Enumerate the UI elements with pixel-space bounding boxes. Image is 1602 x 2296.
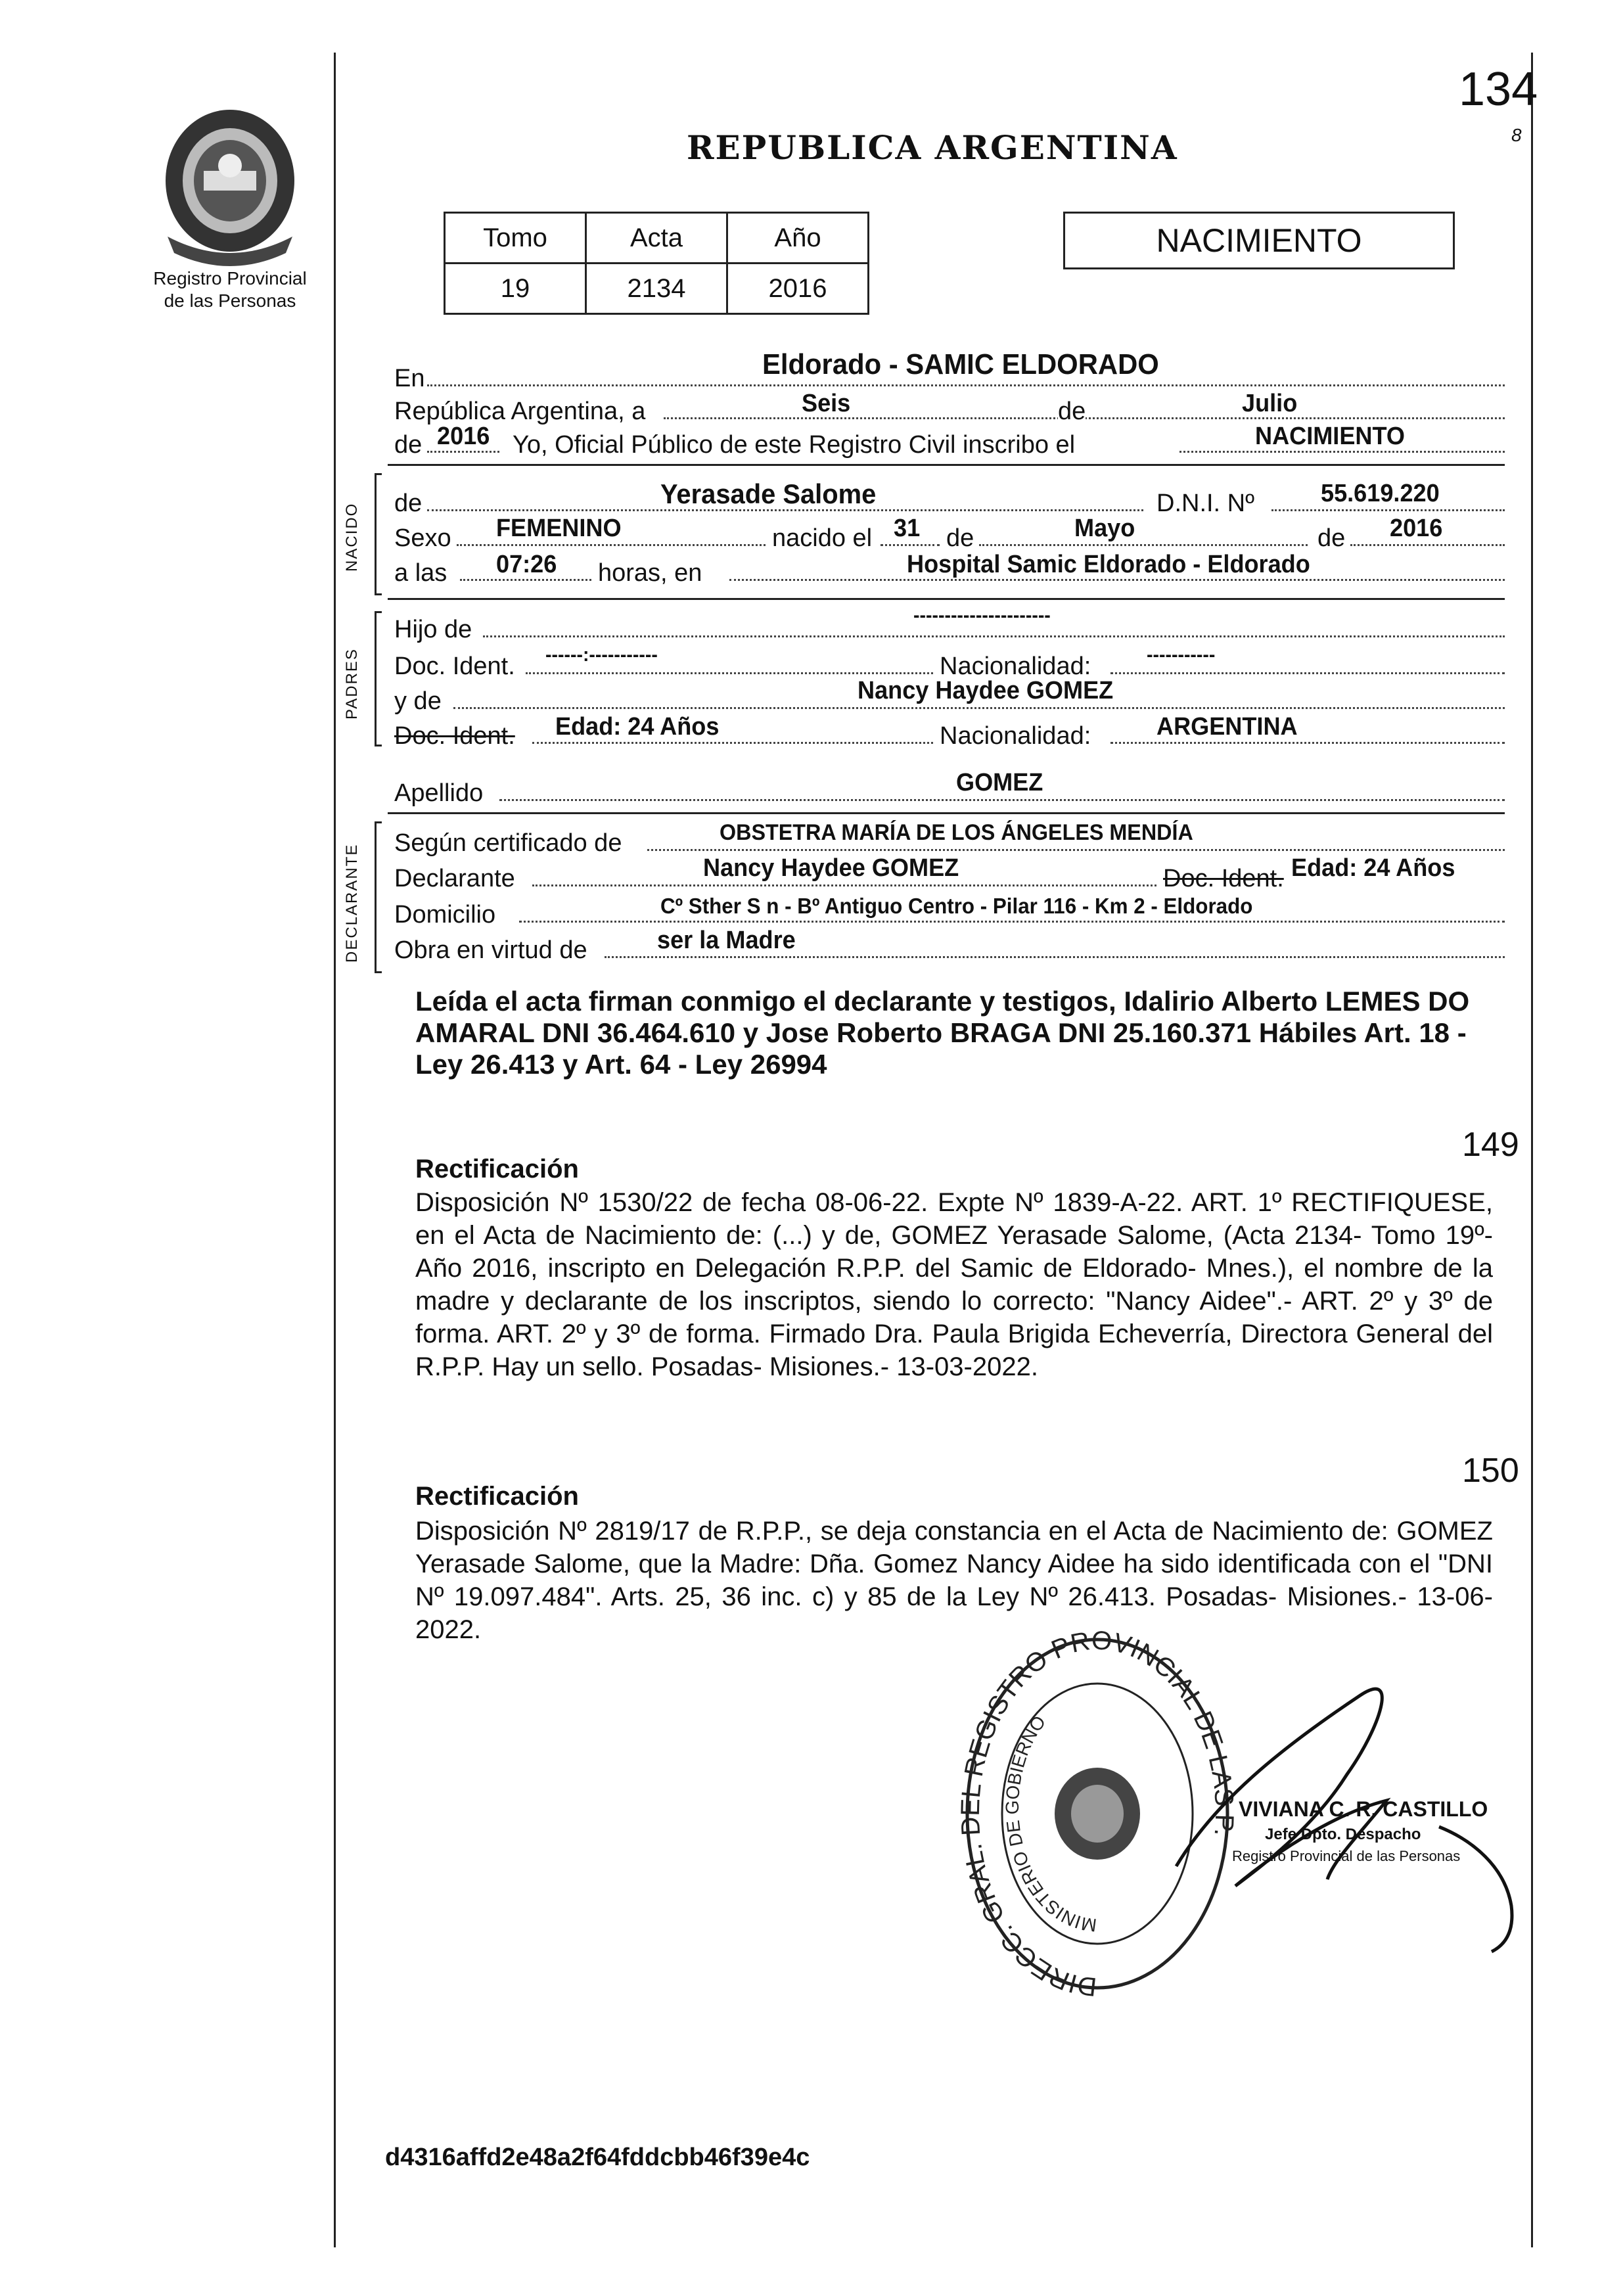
value-madre-nac: ARGENTINA bbox=[1156, 713, 1298, 741]
value-declarante-edad: Edad: 24 Años bbox=[1291, 854, 1455, 882]
signature-org: Registro Provincial de las Personas bbox=[1232, 1848, 1461, 1864]
right-margin-line bbox=[1531, 53, 1533, 2247]
record-value-anio: 2016 bbox=[727, 264, 869, 314]
country-title: REPUBLICA ARGENTINA bbox=[687, 128, 1178, 167]
logo-caption-line2: de las Personas bbox=[164, 290, 296, 311]
value-dia: Seis bbox=[802, 390, 851, 417]
label-hijo-de: Hijo de bbox=[394, 616, 472, 643]
rectificacion-text-150: Disposición Nº 2819/17 de R.P.P., se deja constancia en el Acta de Nacimiento de: GOMEZ Yerasade Salome, que la Madre: Dña. Gomez Nancy Aidee ha sido identificada con el "DNI Nº 19.097.484". Arts. 25, 36 inc. c) y 85 de la Ley Nº 26.413. Posadas- Misiones.- 13-06-2022. bbox=[415, 1517, 1493, 1644]
label-de-anio: de bbox=[394, 431, 423, 459]
record-header-anio: Año bbox=[727, 213, 869, 264]
label-segun-certificado: Según certificado de bbox=[394, 829, 622, 857]
value-madre-edad: Edad: 24 Años bbox=[555, 713, 720, 741]
rectificacion-number-149: 149 bbox=[1462, 1126, 1519, 1164]
value-padre-nac: ----------- bbox=[1147, 644, 1216, 666]
record-value-acta: 2134 bbox=[586, 264, 727, 314]
value-lugar: Eldorado - SAMIC ELDORADO bbox=[762, 348, 1159, 380]
label-en: En bbox=[394, 365, 425, 392]
corner-mark: 8 bbox=[1511, 125, 1522, 145]
label-republica: República Argentina, a bbox=[394, 398, 646, 425]
value-hora: 07:26 bbox=[496, 551, 557, 578]
side-label-nacido: NACIDO bbox=[343, 502, 361, 572]
label-de-mes: de bbox=[1058, 398, 1086, 425]
closing-statement: Leída el acta firman conmigo el declarante y testigos, Idalirio Alberto LEMES DO AMARAL DNI 36.464.610 y Jose Roberto BRAGA DNI 25.160.371 Hábiles Art. 18 - Ley 26.413 y Art. 64 - Ley 26994 bbox=[415, 986, 1470, 1080]
value-nac-dia: 31 bbox=[894, 515, 921, 542]
signature-name: VIVIANA C. R. CASTILLO bbox=[1239, 1797, 1488, 1821]
label-nacido-el: nacido el bbox=[772, 524, 873, 552]
value-nac-anio: 2016 bbox=[1390, 515, 1443, 542]
document-hash: d4316affd2e48a2f64fddcbb46f39e4c bbox=[385, 2144, 810, 2171]
rectificacion-text-149: Disposición Nº 1530/22 de fecha 08-06-22. Expte Nº 1839-A-22. ART. 1º RECTIFIQUESE, en el Acta de Nacimiento de: (...) y de, GOMEZ Yerasade Salome, (Acta 2134- Tomo 19º- Año 2016, inscripto en Delegación R.P.P. del Samic de Eldorado- Mnes.), el nombre de la madre y declarante de los inscriptos, siendo lo correcto: "Nancy Aidee".- ART. 2º y 3º de forma. ART. 2º y 3º de forma. Firmado Dra. Paula Brigida Echeverría, Directora General del R.P.P. Hay un sello. Posadas- Misiones.- 13-03-2022. bbox=[415, 1188, 1493, 1381]
value-sexo: FEMENINO bbox=[496, 515, 622, 542]
value-inscripcion: NACIMIENTO bbox=[1255, 423, 1405, 450]
value-mes: Julio bbox=[1242, 390, 1298, 417]
label-domicilio: Domicilio bbox=[394, 901, 496, 929]
value-nombre: Yerasade Salome bbox=[660, 478, 877, 509]
value-virtud: ser la Madre bbox=[657, 927, 796, 954]
left-margin-line bbox=[334, 53, 336, 2247]
value-domicilio: Cº Sther S n - Bº Antiguo Centro - Pilar 116 - Km 2 - Eldorado bbox=[660, 894, 1253, 918]
value-declarante-doc-struck: Doc. Ident. bbox=[1163, 865, 1284, 892]
label-doc-ident-struck: Doc. Ident. bbox=[394, 722, 515, 750]
rectificacion-title-150: Rectificación bbox=[415, 1482, 579, 1511]
value-certificado: OBSTETRA MARÍA DE LOS ÁNGELES MENDÍA bbox=[720, 820, 1193, 845]
value-dni: 55.619.220 bbox=[1321, 480, 1440, 507]
doc-type-box: NACIMIENTO bbox=[1063, 212, 1455, 269]
page-number: 134 bbox=[1459, 63, 1538, 116]
label-yo-oficial: Yo, Oficial Público de este Registro Civil inscribo el bbox=[513, 431, 1076, 459]
value-apellido: GOMEZ bbox=[956, 769, 1043, 796]
seal-outer-text: DIRECC. GRAL. L REGISTRO PROVINCIAL DE LA . bbox=[959, 1630, 1235, 1998]
label-de-nac-anio: de bbox=[1317, 524, 1346, 552]
label-a-las: a las bbox=[394, 559, 447, 587]
value-madre: Nancy Haydee GOMEZ bbox=[858, 677, 1114, 704]
record-table bbox=[444, 212, 869, 315]
label-dni: D.N.I. Nº bbox=[1156, 490, 1254, 517]
value-nac-mes: Mayo bbox=[1074, 515, 1135, 542]
label-nacionalidad-madre: Nacionalidad: bbox=[940, 722, 1091, 750]
logo-caption-line1: Registro Provincial bbox=[153, 268, 307, 288]
label-horas-en: horas, en bbox=[598, 559, 702, 587]
value-padre: ---------------------- bbox=[913, 605, 1051, 626]
rectificacion-number-150: 150 bbox=[1462, 1452, 1519, 1490]
label-obra-en-virtud: Obra en virtud de bbox=[394, 936, 587, 964]
provincial-logo bbox=[151, 105, 309, 269]
record-value-tomo: 19 bbox=[445, 264, 586, 314]
label-de-nombre: de bbox=[394, 490, 423, 517]
value-lugar-nac: Hospital Samic Eldorado - Eldorado bbox=[907, 551, 1310, 578]
label-apellido: Apellido bbox=[394, 779, 484, 807]
label-y-de: y de bbox=[394, 687, 442, 715]
label-de-nac-mes: de bbox=[946, 524, 974, 552]
label-doc-ident: Doc. Ident. bbox=[394, 653, 515, 680]
seal-inner-text: MINISTERIO DE GOBIERNO bbox=[1002, 1712, 1098, 1936]
signature-role: Jefe Dpto. Despacho bbox=[1265, 1825, 1421, 1843]
side-label-padres: PADRES bbox=[343, 648, 361, 720]
misiones-coat-of-arms-icon bbox=[151, 105, 309, 269]
record-header-tomo: Tomo bbox=[445, 213, 586, 264]
value-padre-doc: ------:----------- bbox=[545, 644, 658, 666]
label-declarante: Declarante bbox=[394, 865, 515, 892]
label-sexo: Sexo bbox=[394, 524, 451, 552]
rectificacion-title-149: Rectificación bbox=[415, 1155, 579, 1183]
side-label-declarante: DECLARANTE bbox=[343, 843, 361, 963]
value-anio: 2016 bbox=[437, 423, 490, 450]
label-nacionalidad-padre: Nacionalidad: bbox=[940, 653, 1091, 680]
value-declarante: Nancy Haydee GOMEZ bbox=[703, 854, 959, 882]
record-header-acta: Acta bbox=[586, 213, 727, 264]
